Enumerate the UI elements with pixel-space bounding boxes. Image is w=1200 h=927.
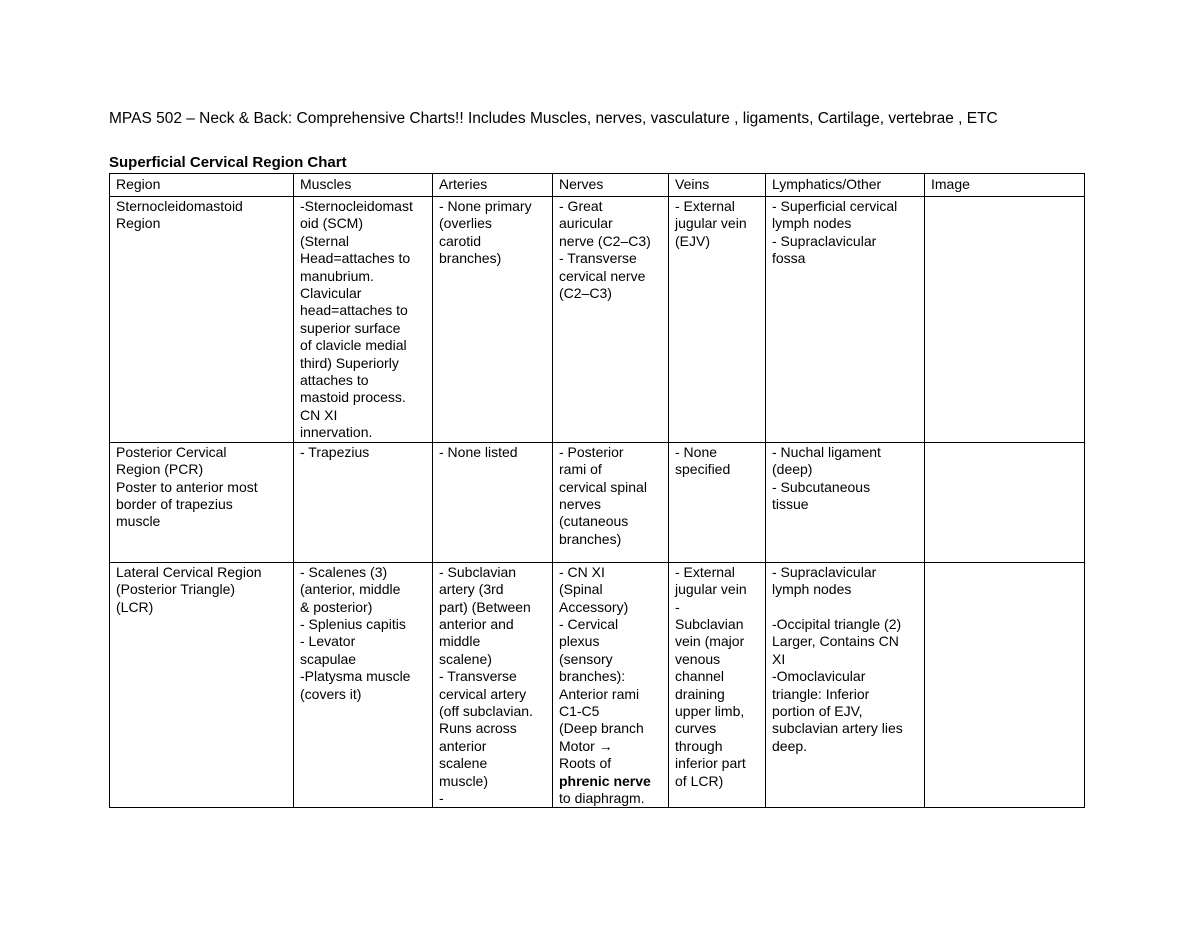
cell-nerves: - Posterior rami of cervical spinal nerves (cutaneous branches) <box>553 442 669 562</box>
cell-region: Lateral Cervical Region (Posterior Triangle) (LCR) <box>110 562 294 808</box>
superficial-cervical-region-table <box>109 173 1085 808</box>
header-row <box>110 174 1085 197</box>
cell-arteries: - None listed <box>433 442 553 562</box>
cell-region: Sternocleidomastoid Region <box>110 197 294 443</box>
header-lymphatics: Lymphatics/Other <box>766 174 925 197</box>
cell-arteries: - None primary (overlies carotid branches) <box>433 197 553 443</box>
cell-lymphatics: - Supraclavicular lymph nodes -Occipital triangle (2) Larger, Contains CN XI -Omoclavicular triangle: Inferior portion of EJV, subclavian artery lies deep. <box>766 562 925 808</box>
header-nerves: Nerves <box>553 174 669 197</box>
cell-region: Posterior Cervical Region (PCR) Poster to anterior most border of trapezius muscle <box>110 442 294 562</box>
phrenic-nerve-bold: phrenic nerve <box>559 772 651 789</box>
cell-muscles: - Trapezius <box>294 442 433 562</box>
header-arteries: Arteries <box>433 174 553 197</box>
cell-muscles: - Scalenes (3) (anterior, middle & posterior) - Splenius capitis - Levator scapulae -Platysma muscle (covers it) <box>294 562 433 808</box>
cell-lymphatics: - Nuchal ligament (deep) - Subcutaneous tissue <box>766 442 925 562</box>
section-heading: Superficial Cervical Region Chart <box>109 154 347 171</box>
header-image: Image <box>925 174 1085 197</box>
document-title: MPAS 502 – Neck & Back: Comprehensive Charts!! Includes Muscles, nerves, vasculature , ligaments, Cartilage, vertebrae , ETC <box>109 110 998 127</box>
nerves-text: - CN XI (Spinal Accessory) - Cervical plexus (sensory branches): Anterior rami C1-C5 (Deep branch Motor → Roots of <box>559 563 644 772</box>
header-veins: Veins <box>669 174 766 197</box>
nerves-text-end: to diaphragm. <box>559 789 645 806</box>
table-row-sternocleidomastoid <box>110 197 1085 443</box>
cell-nerves <box>553 562 669 808</box>
table-row-lateral-cervical <box>110 562 1085 808</box>
cell-image <box>925 197 1085 443</box>
cell-veins: - External jugular vein - Subclavian vein (major venous channel draining upper limb, curves through inferior part of LCR) <box>669 562 766 808</box>
cell-nerves: - Great auricular nerve (C2–C3) - Transverse cervical nerve (C2–C3) <box>553 197 669 443</box>
table-row-posterior-cervical <box>110 442 1085 562</box>
cell-veins: - External jugular vein (EJV) <box>669 197 766 443</box>
cell-image <box>925 442 1085 562</box>
cell-image <box>925 562 1085 808</box>
cell-lymphatics: - Superficial cervical lymph nodes - Supraclavicular fossa <box>766 197 925 443</box>
cell-veins: - None specified <box>669 442 766 562</box>
cell-muscles: -Sternocleidomast oid (SCM) (Sternal Head=attaches to manubrium. Clavicular head=attaches to superior surface of clavicle medial third) Superiorly attaches to mastoid process. CN XI innervation. <box>294 197 433 443</box>
cell-arteries: - Subclavian artery (3rd part) (Between anterior and middle scalene) - Transverse cervical artery (off subclavian. Runs across anterior scalene muscle) - <box>433 562 553 808</box>
header-muscles: Muscles <box>294 174 433 197</box>
header-region: Region <box>110 174 294 197</box>
